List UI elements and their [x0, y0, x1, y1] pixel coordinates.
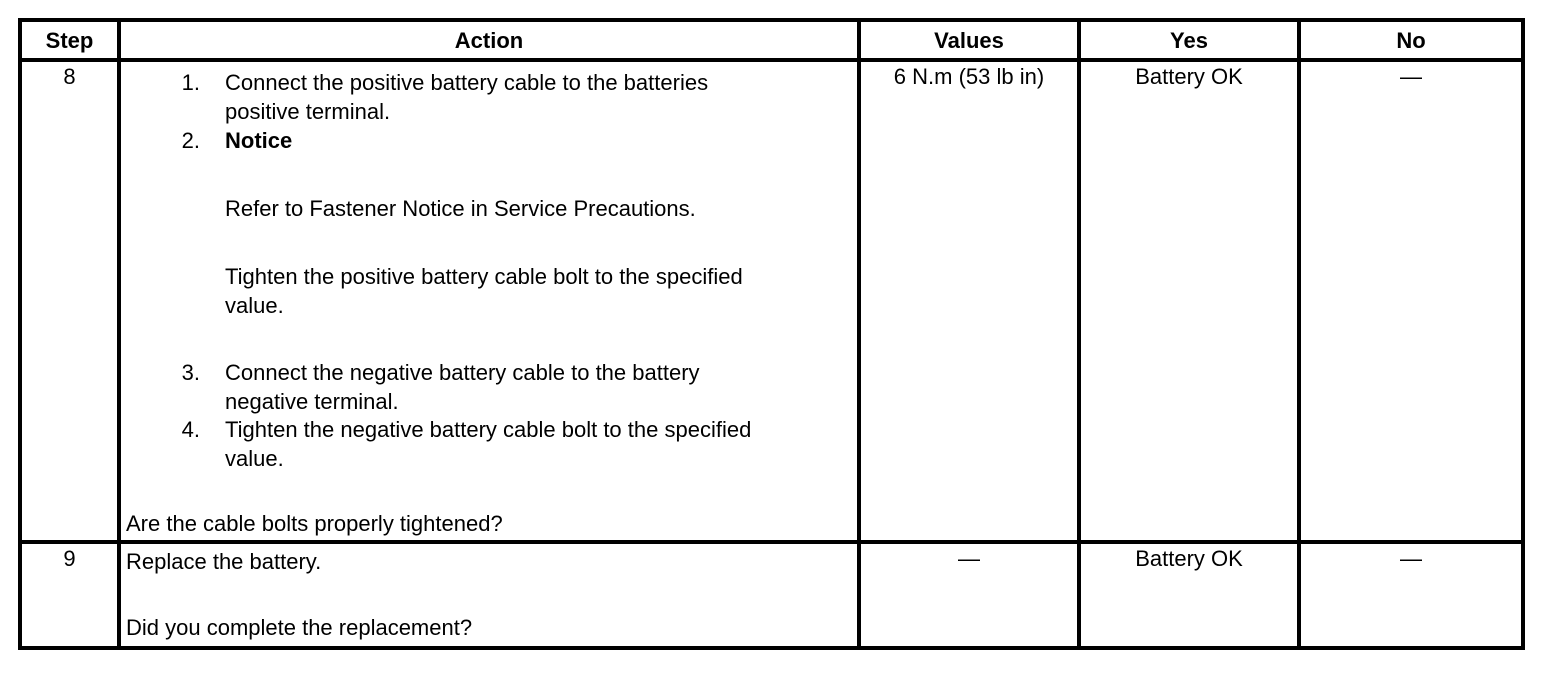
header-values: Values	[859, 20, 1079, 60]
list-text	[225, 262, 837, 320]
value-cell: 6 N.m (53 lb in)	[859, 60, 1079, 542]
list-number: 2.	[181, 128, 200, 153]
no-cell: —	[1299, 542, 1523, 648]
no-cell: —	[1299, 60, 1523, 542]
action-cell	[119, 542, 859, 648]
action-text: Replace the battery.	[126, 549, 322, 574]
yes-cell: Battery OK	[1079, 60, 1299, 542]
step-number: 9	[20, 542, 119, 648]
header-row	[20, 20, 1523, 60]
list-number: 3.	[181, 360, 200, 385]
text-line: Connect the positive battery cable to the batteries	[225, 70, 709, 95]
text-line: value.	[225, 293, 284, 318]
action-question: Did you complete the replacement?	[126, 615, 473, 640]
header-step: Step	[20, 20, 119, 60]
text-line: negative terminal.	[225, 389, 399, 414]
action-question: Are the cable bolts properly tightened?	[126, 511, 503, 536]
action-cell	[119, 60, 859, 542]
step-number: 8	[20, 60, 119, 542]
text-line: Tighten the positive battery cable bolt to the specified	[225, 264, 743, 289]
list-number: 1.	[181, 70, 200, 95]
text-line: Tighten the negative battery cable bolt to the specified	[225, 417, 752, 442]
text-line: positive terminal.	[225, 99, 391, 124]
table-row-step-9	[20, 542, 1523, 648]
list-text	[225, 358, 837, 416]
list-text	[225, 68, 837, 126]
value-cell: —	[859, 542, 1079, 648]
header-yes: Yes	[1079, 20, 1299, 60]
notice-text: Refer to Fastener Notice in Service Precautions.	[225, 196, 696, 221]
header-action: Action	[119, 20, 859, 60]
list-text	[225, 415, 837, 473]
header-no: No	[1299, 20, 1523, 60]
yes-cell: Battery OK	[1079, 542, 1299, 648]
diagnostic-table	[18, 18, 1525, 650]
notice-label: Notice	[225, 128, 293, 153]
table-row-step-8	[20, 60, 1523, 542]
text-line: Connect the negative battery cable to the battery	[225, 360, 700, 385]
list-number: 4.	[181, 417, 200, 442]
text-line: value.	[225, 446, 284, 471]
